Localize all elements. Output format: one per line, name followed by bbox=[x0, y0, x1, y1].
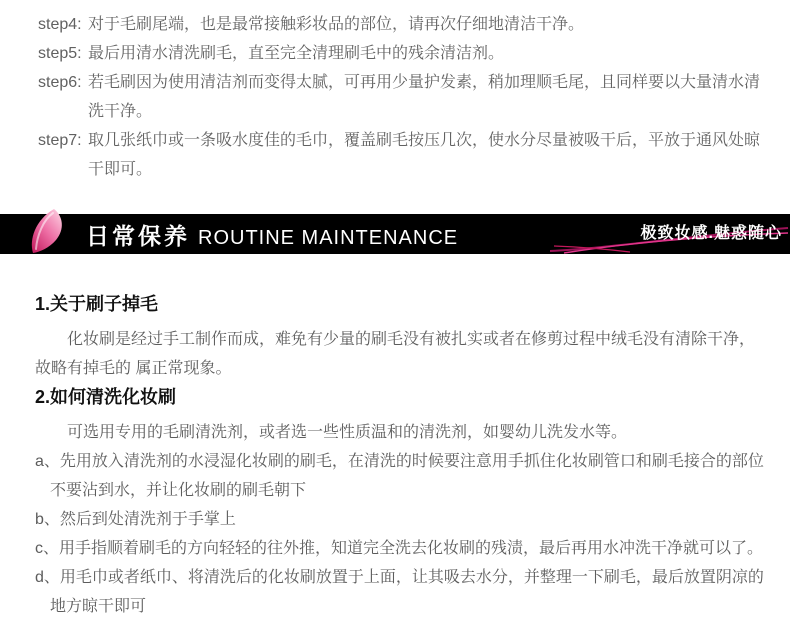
care-list-item bbox=[35, 534, 770, 563]
step-row bbox=[38, 10, 774, 39]
step-row bbox=[38, 68, 774, 126]
cleaning-steps-list bbox=[0, 0, 790, 184]
list-item-label: c、 bbox=[35, 540, 60, 557]
care-list-item bbox=[35, 563, 770, 621]
maintenance-banner bbox=[0, 214, 790, 254]
list-item-label: d、 bbox=[35, 569, 60, 586]
list-item-text: 先用放入清洗剂的水浸湿化妆刷的刷毛，在清洗的时候要注意用手抓住化妆刷管口和刷毛接合的部位不要沾到水，并让化妆刷的刷毛朝下 bbox=[50, 453, 764, 499]
banner-title bbox=[86, 218, 458, 251]
step-label: step6: bbox=[38, 74, 82, 91]
list-item-label: a、 bbox=[35, 453, 60, 470]
step-text: 取几张纸巾或一条吸水度佳的毛巾，覆盖刷毛按压几次，使水分尽量被吸干后，平放于通风处晾干即可。 bbox=[88, 132, 761, 178]
list-item-text: 用手指顺着刷毛的方向轻轻的往外推，知道完全洗去化妆刷的残渍，最后再用水冲洗干净就可以了。 bbox=[59, 540, 764, 557]
section-heading-washing: 2.如何清洗化妆刷 bbox=[35, 387, 177, 407]
list-item-text: 用毛巾或者纸巾、将清洗后的化妆刷放置于上面，让其吸去水分，并整理一下刷毛，最后放置阴凉的地方晾干即可 bbox=[50, 569, 764, 615]
banner-title-cn: 日常保养 bbox=[86, 222, 190, 249]
step-label: step7: bbox=[38, 132, 82, 149]
care-instructions bbox=[0, 254, 790, 621]
care-list-item bbox=[35, 447, 770, 505]
step-text: 最后用清水清洗刷毛，直至完全清理刷毛中的残余清洁剂。 bbox=[88, 45, 505, 62]
section-paragraph: 化妆刷是经过手工制作而成，难免有少量的刷毛没有被扎实或者在修剪过程中绒毛没有清除干净，故略有掉毛的 属正常现象。 bbox=[35, 331, 756, 377]
banner-title-en: ROUTINE MAINTENANCE bbox=[198, 226, 459, 249]
list-item-text: 然后到处清洗剂于手掌上 bbox=[59, 511, 236, 528]
step-label: step5: bbox=[38, 45, 82, 62]
list-item-label: b、 bbox=[35, 511, 60, 528]
step-row bbox=[38, 126, 774, 184]
banner-slogan: 极致妆感.魅惑随心 bbox=[640, 225, 782, 242]
step-row bbox=[38, 39, 774, 68]
care-list-item bbox=[35, 505, 770, 534]
step-text: 若毛刷因为使用清洁剂而变得太腻，可再用少量护发素，稍加理顺毛尾，且同样要以大量清水清洗干净。 bbox=[88, 74, 761, 120]
section-heading-shedding: 1.关于刷子掉毛 bbox=[35, 294, 159, 314]
petal-icon bbox=[27, 207, 67, 255]
step-label: step4: bbox=[38, 16, 82, 33]
section-paragraph: 可选用专用的毛刷清洗剂，或者选一些性质温和的清洗剂，如婴幼儿洗发水等。 bbox=[67, 424, 628, 441]
step-text: 对于毛刷尾端，也是最常接触彩妆品的部位，请再次仔细地清洁干净。 bbox=[88, 16, 585, 33]
